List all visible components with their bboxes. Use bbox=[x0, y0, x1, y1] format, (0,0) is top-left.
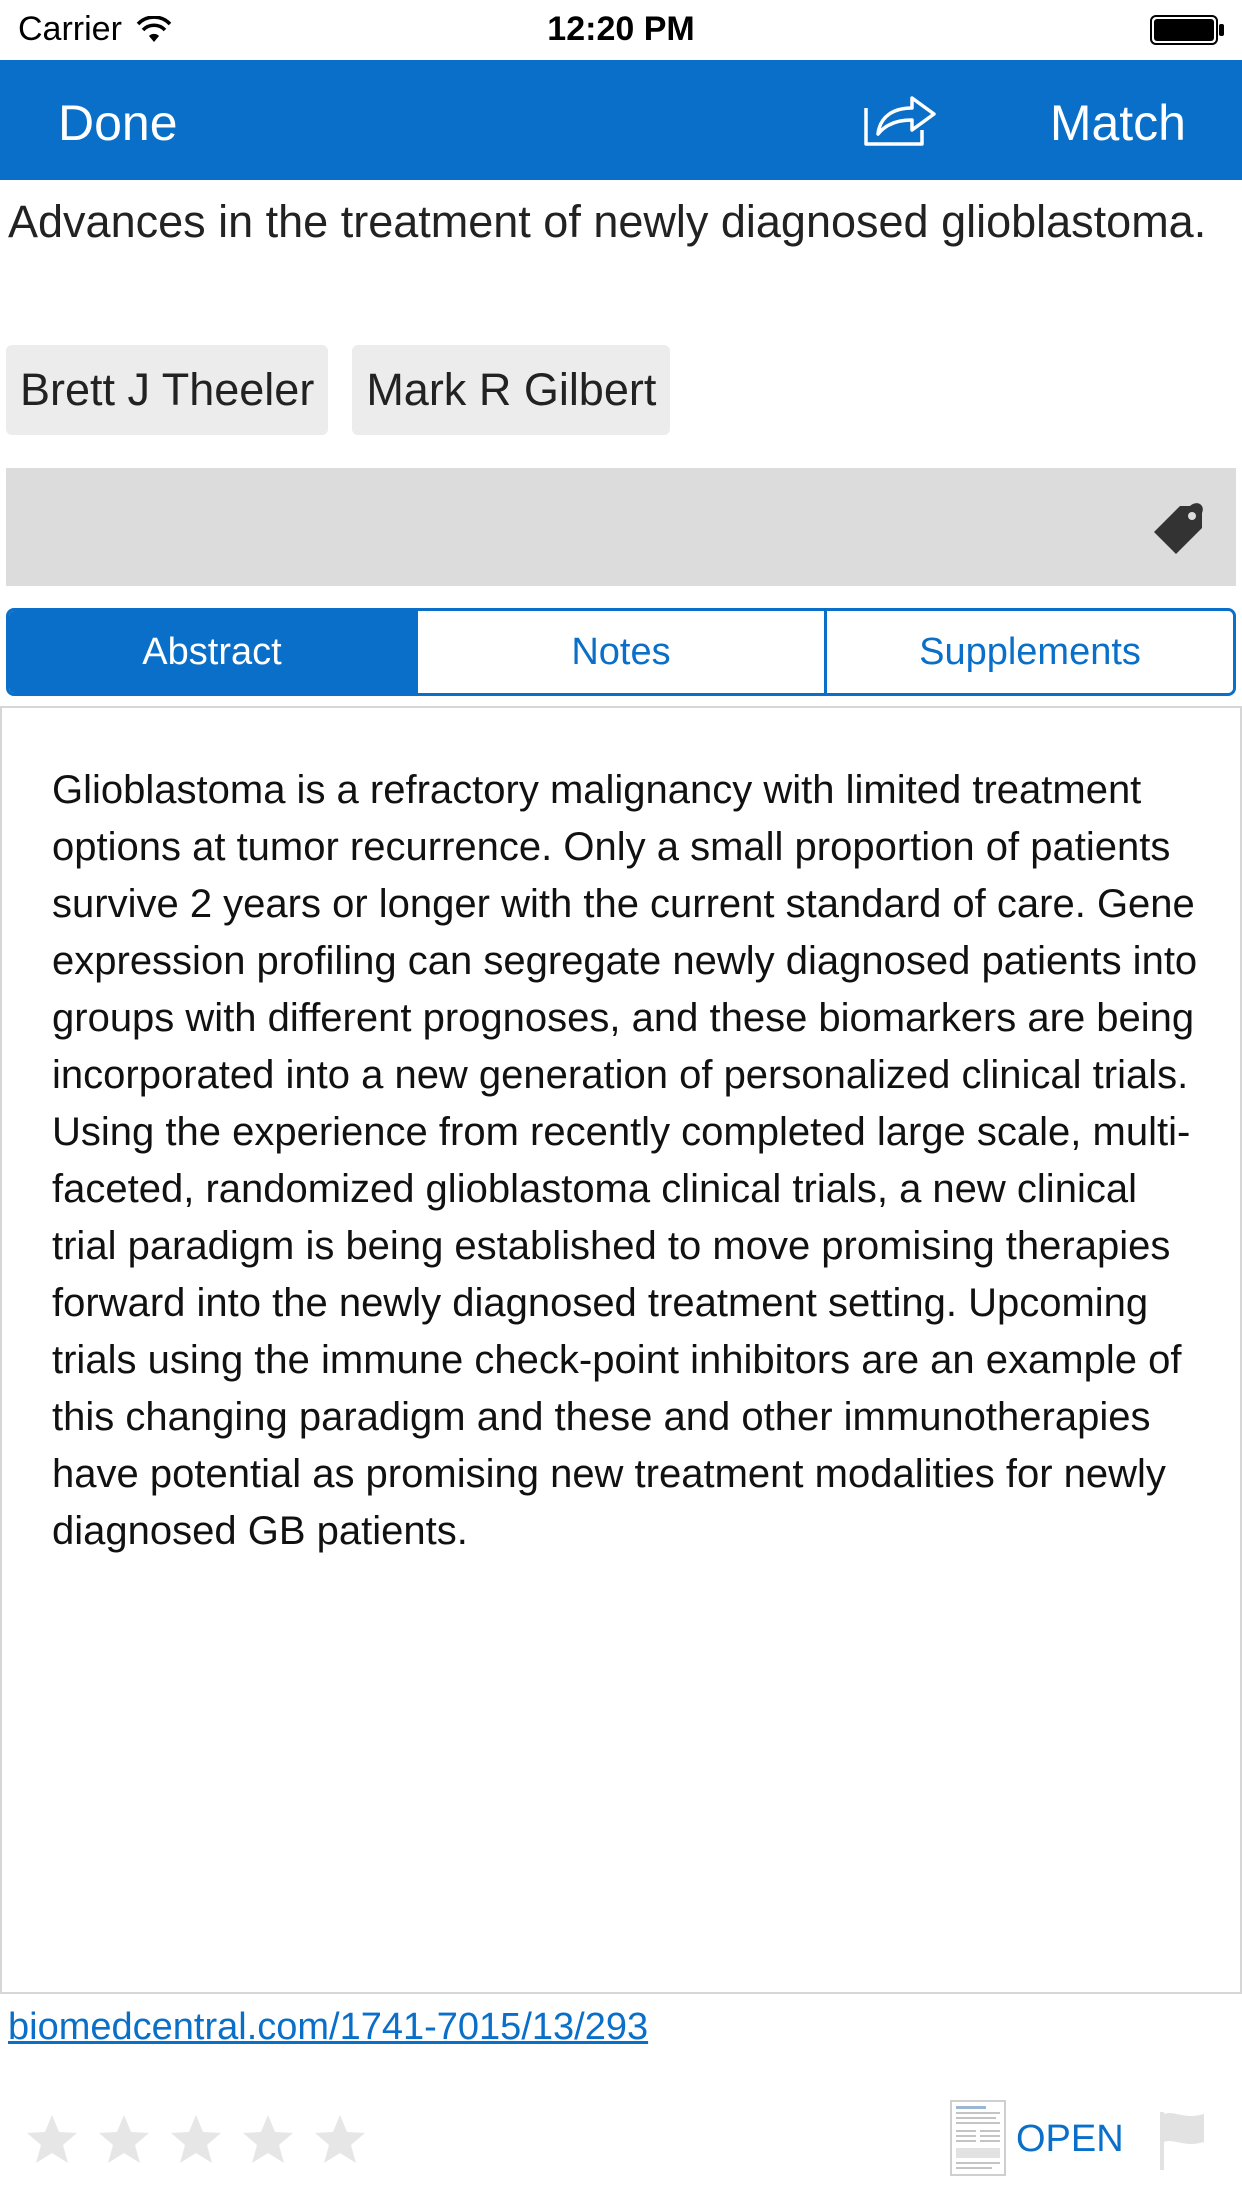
tab-supplements[interactable]: Supplements bbox=[824, 611, 1233, 693]
star-icon[interactable] bbox=[312, 2112, 368, 2168]
pdf-thumbnail-icon[interactable] bbox=[950, 2100, 1006, 2176]
match-button[interactable]: Match bbox=[1049, 95, 1186, 151]
author-list bbox=[6, 345, 670, 435]
article-title: Advances in the treatment of newly diagnosed glioblastoma. bbox=[8, 196, 1207, 247]
done-button[interactable]: Done bbox=[58, 95, 178, 151]
tag-icon[interactable] bbox=[1152, 502, 1206, 556]
abstract-text: Glioblastoma is a refractory malignancy with limited treatment options at tumor recurrence. Only a small proportion of patients survive 2 years or longer with the current standard of care. Gene expression profiling can segregate newly diagnosed patients into groups with different prognoses, and these biomarkers are being incorporated into a new generation of personalized clinical trials. Using the experience from recently completed large scale, multi-faceted, randomized glioblastoma clinical trials, a new clinical trial paradigm is being established to move promising therapies forward into the newly diagnosed treatment setting. Upcoming trials using the immune check-point inhibitors are an example of this changing paradigm and these and other immunotherapies have potential as promising new treatment modalities for newly diagnosed GB patients. bbox=[52, 768, 1198, 1553]
share-icon[interactable] bbox=[862, 90, 938, 148]
star-icon[interactable] bbox=[24, 2112, 80, 2168]
author-chip[interactable]: Brett J Theeler bbox=[6, 345, 328, 435]
status-time: 12:20 PM bbox=[547, 10, 695, 48]
source-link[interactable]: biomedcentral.com/1741-7015/13/293 bbox=[8, 2006, 649, 2048]
star-icon[interactable] bbox=[240, 2112, 296, 2168]
star-rating bbox=[24, 2112, 368, 2168]
tab-abstract[interactable]: Abstract bbox=[9, 611, 415, 693]
author-chip[interactable]: Mark R Gilbert bbox=[352, 345, 670, 435]
tab-segmented-control bbox=[6, 608, 1236, 696]
tags-bar[interactable] bbox=[6, 468, 1236, 586]
star-icon[interactable] bbox=[96, 2112, 152, 2168]
battery-icon bbox=[1150, 14, 1226, 46]
nav-bar bbox=[0, 60, 1242, 180]
carrier-text: Carrier bbox=[18, 10, 122, 48]
abstract-panel[interactable] bbox=[0, 706, 1242, 1994]
flag-icon[interactable] bbox=[1156, 2110, 1208, 2172]
open-button[interactable]: OPEN bbox=[1016, 2118, 1124, 2160]
tab-notes[interactable]: Notes bbox=[415, 611, 824, 693]
status-bar bbox=[0, 0, 1242, 60]
star-icon[interactable] bbox=[168, 2112, 224, 2168]
